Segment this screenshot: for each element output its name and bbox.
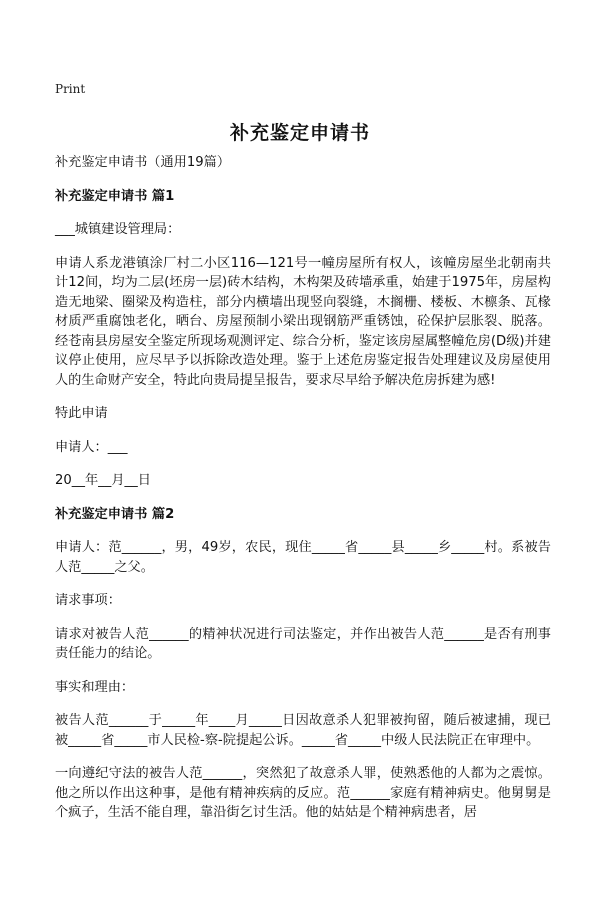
section-2-facts-para-1: 被告人范______于_____年____月_____日因故意杀人犯罪被拘留，随后被逮捕，现已被_____省_____市人民检-察-院提起公诉。_____省_____中级人民法院正在审理中。 bbox=[55, 713, 551, 748]
section-2-applicant-info: 申请人：范______，男，49岁，农民，现住_____省_____县_____乡_____村。系被告人范_____之父。 bbox=[55, 540, 551, 575]
section-1-heading: 补充鉴定申请书 篇1 bbox=[55, 188, 175, 204]
section-1-closing: 特此申请 bbox=[55, 406, 108, 421]
document-body bbox=[55, 153, 551, 837]
section-2-facts-para-2: 一向遵纪守法的被告人范______，突然犯了故意杀人罪，使熟悉他的人都为之震惊。他之所以作出这种事，是他有精神疾病的反应。范______家庭有精神病史。他舅舅是个疯子，生活不能自理，靠沿街乞讨生活。他的姑姑是个精神病患者，居 bbox=[55, 766, 551, 820]
section-1-date-line: 20__年__月__日 bbox=[55, 473, 151, 488]
document-title: 补充鉴定申请书 bbox=[229, 122, 370, 144]
section-2-facts-label: 事实和理由： bbox=[55, 679, 135, 695]
section-1-applicant-line: 申请人：___ bbox=[55, 439, 128, 455]
document-subtitle: 补充鉴定申请书（通用19篇） bbox=[55, 155, 231, 170]
section-2-request-label: 请求事项： bbox=[55, 593, 121, 608]
section-1-addressee: ___城镇建设管理局： bbox=[55, 222, 181, 237]
section-2-heading: 补充鉴定申请书 篇2 bbox=[55, 506, 175, 522]
section-1-body: 申请人系龙港镇涂厂村二小区116—121号一幢房屋所有权人，该幢房屋坐北朝南共计12间，均为二层(坯房一层)砖木结构，木构架及砖墙承重，始建于1975年，房屋构造无地梁、圈梁及构造柱，部分内横墙出现竖向裂缝，木搁栅、楼板、木檩条、瓦椽材质严重腐蚀老化，晒台、房屋预制小梁出现钢筋严重锈蚀，砼保护层胀裂、脱落。经苍南县房屋安全鉴定所现场观测评定、综合分析，鉴定该房屋属整幢危房(D级)并建议停止使用，应尽早予以拆除改造处理。鉴于上述危房鉴定报告处理建议及房屋使用人的生命财产安全，特此向贵局提呈报告，要求尽早给予解决危房拆建为感! bbox=[55, 255, 551, 388]
section-2-request-body: 请求对被告人范______的精神状况进行司法鉴定，并作出被告人范______是否有刑事责任能力的结论。 bbox=[55, 626, 551, 661]
print-label: Print bbox=[55, 82, 86, 96]
